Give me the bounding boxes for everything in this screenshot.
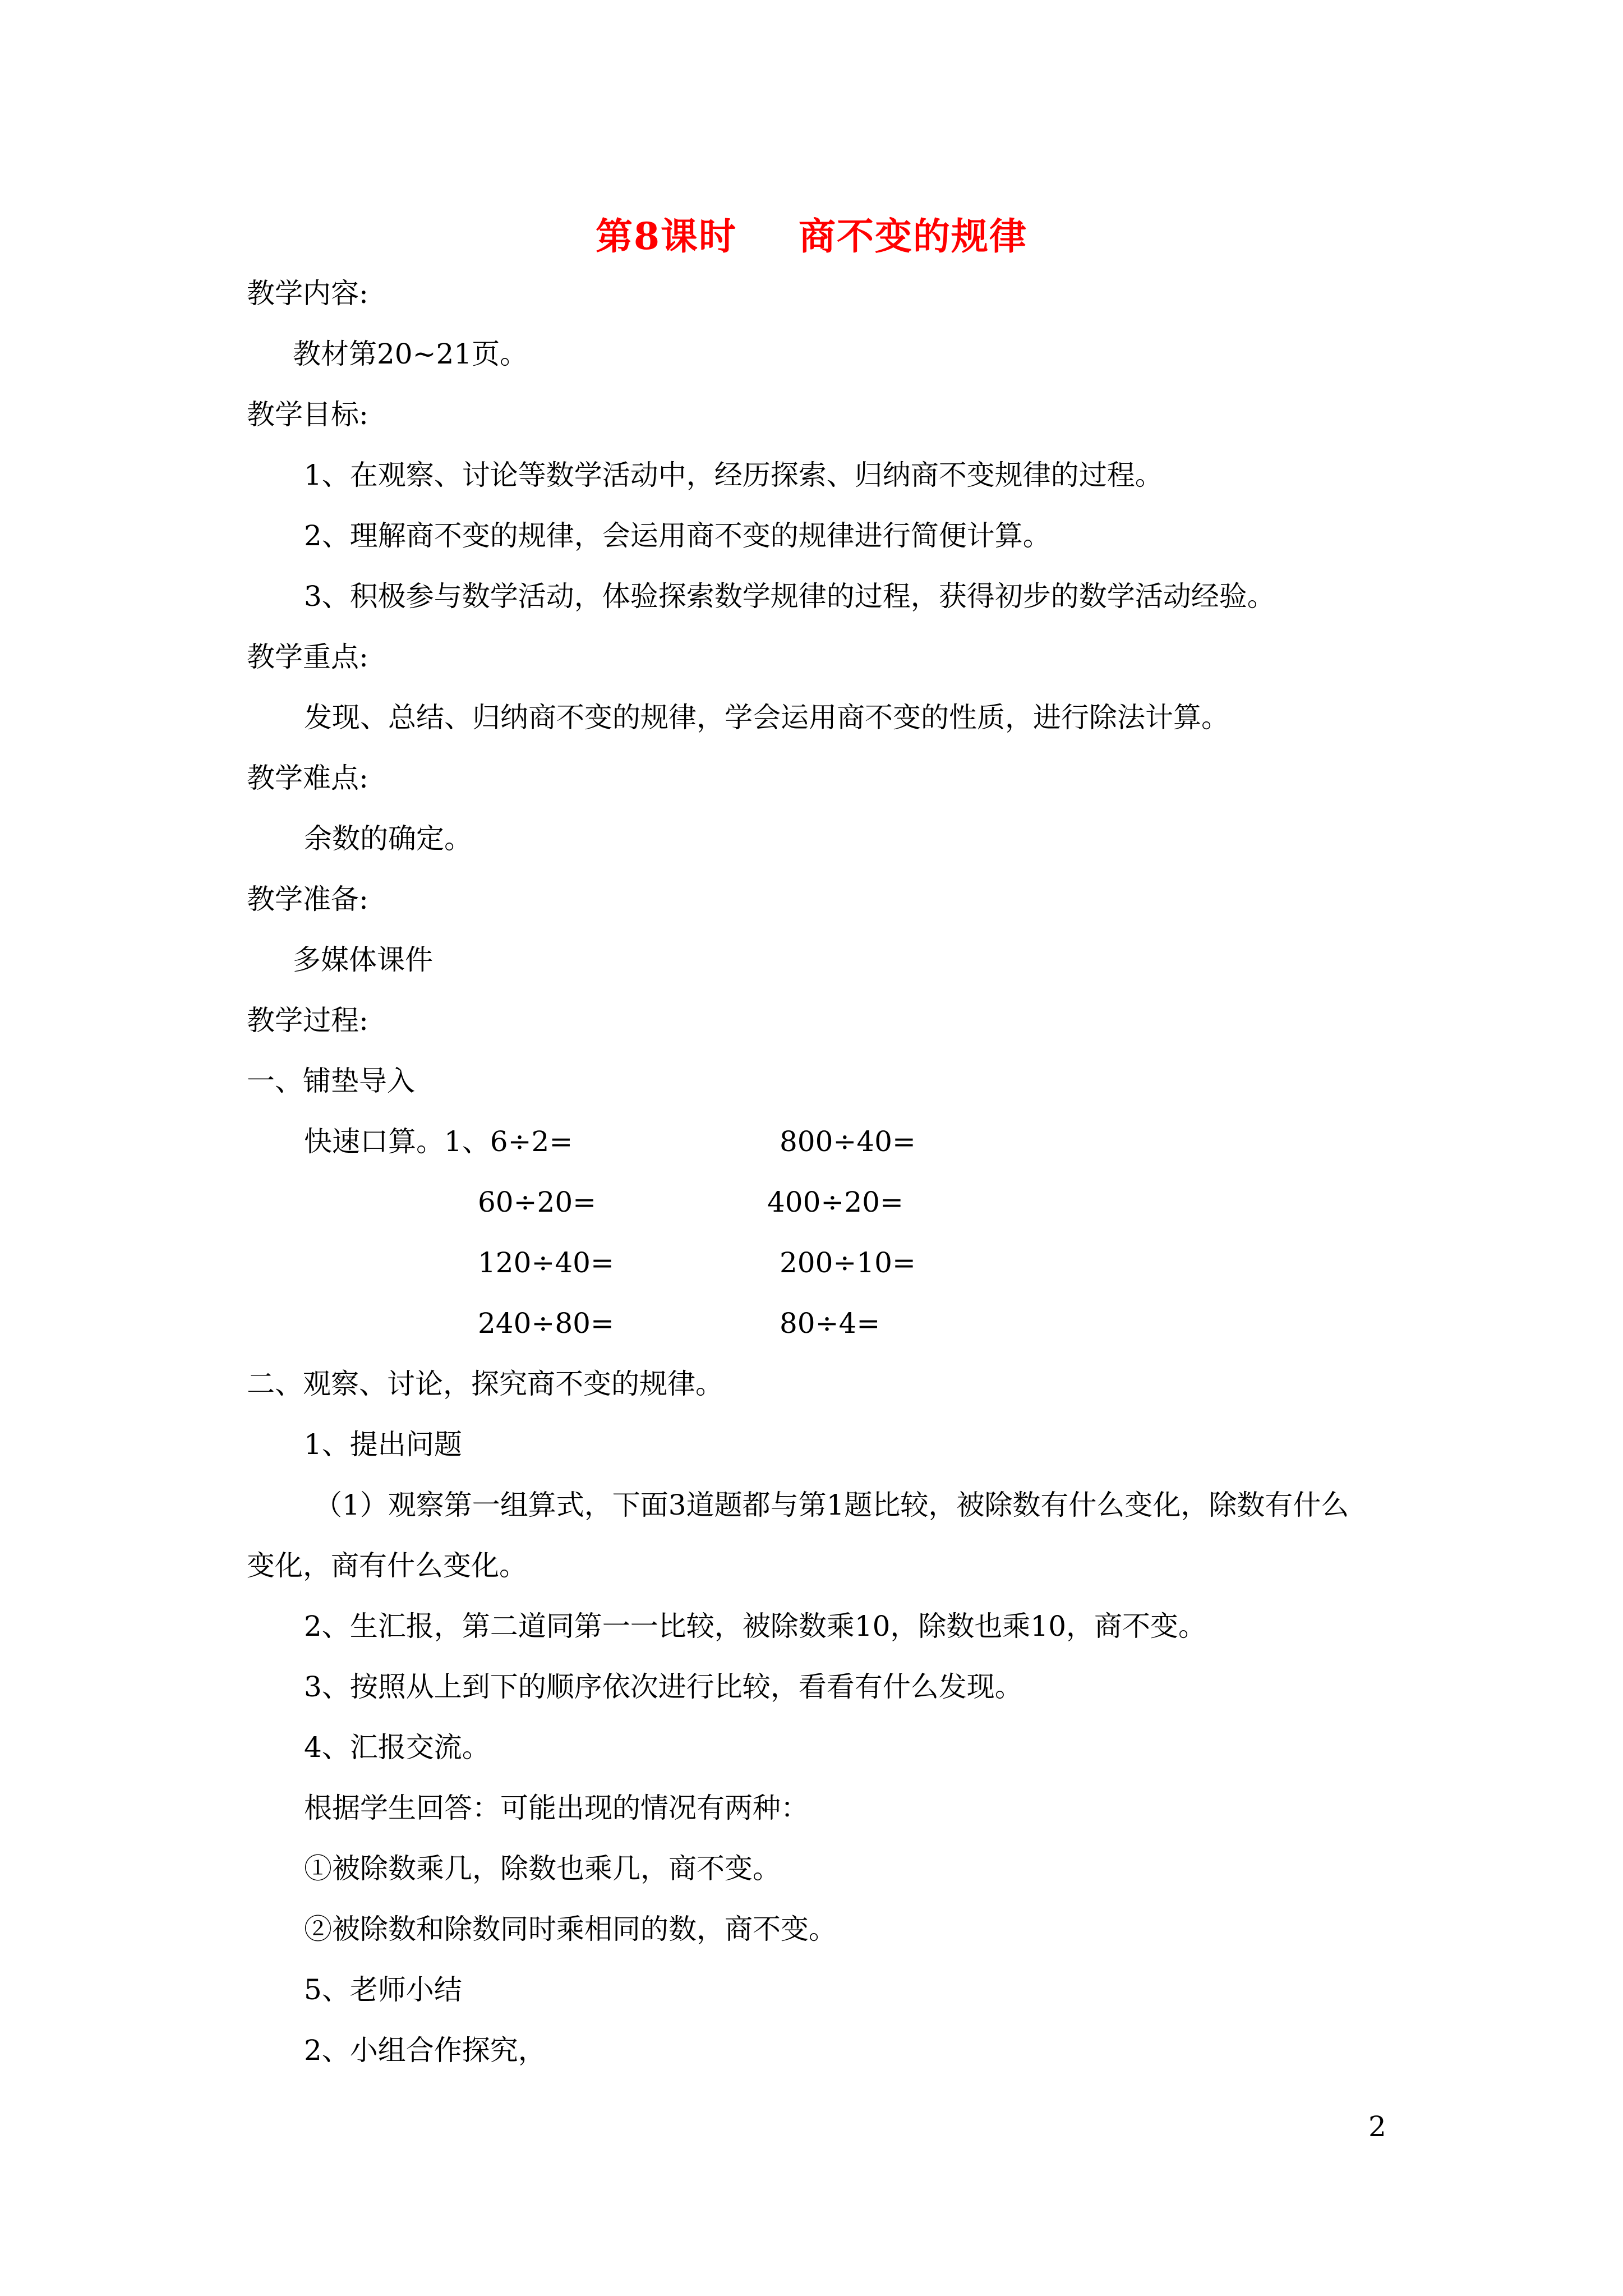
heading-process: 教学过程:: [247, 1004, 368, 1037]
group-inquiry: 2、小组合作探究，: [304, 2034, 546, 2067]
answer-case-2: ②被除数和除数同时乘相同的数，商不变。: [304, 1913, 837, 1945]
calc-right-4: 80÷4=: [780, 1307, 880, 1340]
content-text: 教材第20~21页。: [293, 338, 528, 370]
calc-left-1: 60÷20=: [478, 1186, 597, 1218]
question-1-line-1: （1）观察第一组算式，下面3道题都与第1题比较，被除数有什么变化，除数有什么: [314, 1489, 1349, 1521]
section-2-heading: 二、观察、讨论，探究商不变的规律。: [247, 1368, 723, 1400]
objective-1: 1、在观察、讨论等数学活动中，经历探索、归纳商不变规律的过程。: [304, 459, 1163, 491]
calc-right-3: 200÷10=: [780, 1246, 916, 1279]
page-number: 2: [1368, 2110, 1386, 2143]
section-1-heading: 一、铺垫导入: [247, 1065, 415, 1097]
answer-case-1: ①被除数乘几，除数也乘几，商不变。: [304, 1852, 781, 1885]
step-1: 1、提出问题: [304, 1428, 462, 1461]
calc-intro: 快速口算。1、6÷2=: [304, 1125, 573, 1158]
lesson-topic: 商不变的规律: [798, 214, 1027, 258]
calc-left-2: 120÷40=: [478, 1246, 614, 1279]
question-1-line-2: 变化，商有什么变化。: [247, 1549, 527, 1582]
heading-content: 教学内容:: [247, 277, 368, 310]
step-2: 2、生汇报，第二道同第一一比较，被除数乘10，除数也乘10，商不变。: [304, 1610, 1207, 1642]
student-answer-intro: 根据学生回答：可能出现的情况有两种：: [304, 1792, 809, 1824]
heading-difficulty: 教学难点:: [247, 762, 368, 794]
difficulty-text: 余数的确定。: [304, 822, 472, 855]
calc-right-1: 800÷40=: [780, 1125, 916, 1158]
calc-right-2: 400÷20=: [767, 1186, 903, 1218]
preparation-text: 多媒体课件: [293, 944, 433, 976]
step-4: 4、汇报交流。: [304, 1731, 490, 1764]
key-points-text: 发现、总结、归纳商不变的规律，学会运用商不变的性质，进行除法计算。: [304, 701, 1229, 734]
page-title: [0, 206, 1623, 260]
heading-preparation: 教学准备:: [247, 883, 368, 915]
lesson-number: 第8课时: [596, 214, 737, 258]
step-3: 3、按照从上到下的顺序依次进行比较，看看有什么发现。: [304, 1671, 1023, 1703]
heading-objectives: 教学目标:: [247, 398, 368, 431]
heading-key-points: 教学重点:: [247, 641, 368, 673]
objective-3: 3、积极参与数学活动，体验探索数学规律的过程，获得初步的数学活动经验。: [304, 580, 1275, 613]
step-5: 5、老师小结: [304, 1973, 462, 2006]
calc-left-3: 240÷80=: [478, 1307, 614, 1340]
objective-2: 2、理解商不变的规律，会运用商不变的规律进行简便计算。: [304, 519, 1051, 552]
